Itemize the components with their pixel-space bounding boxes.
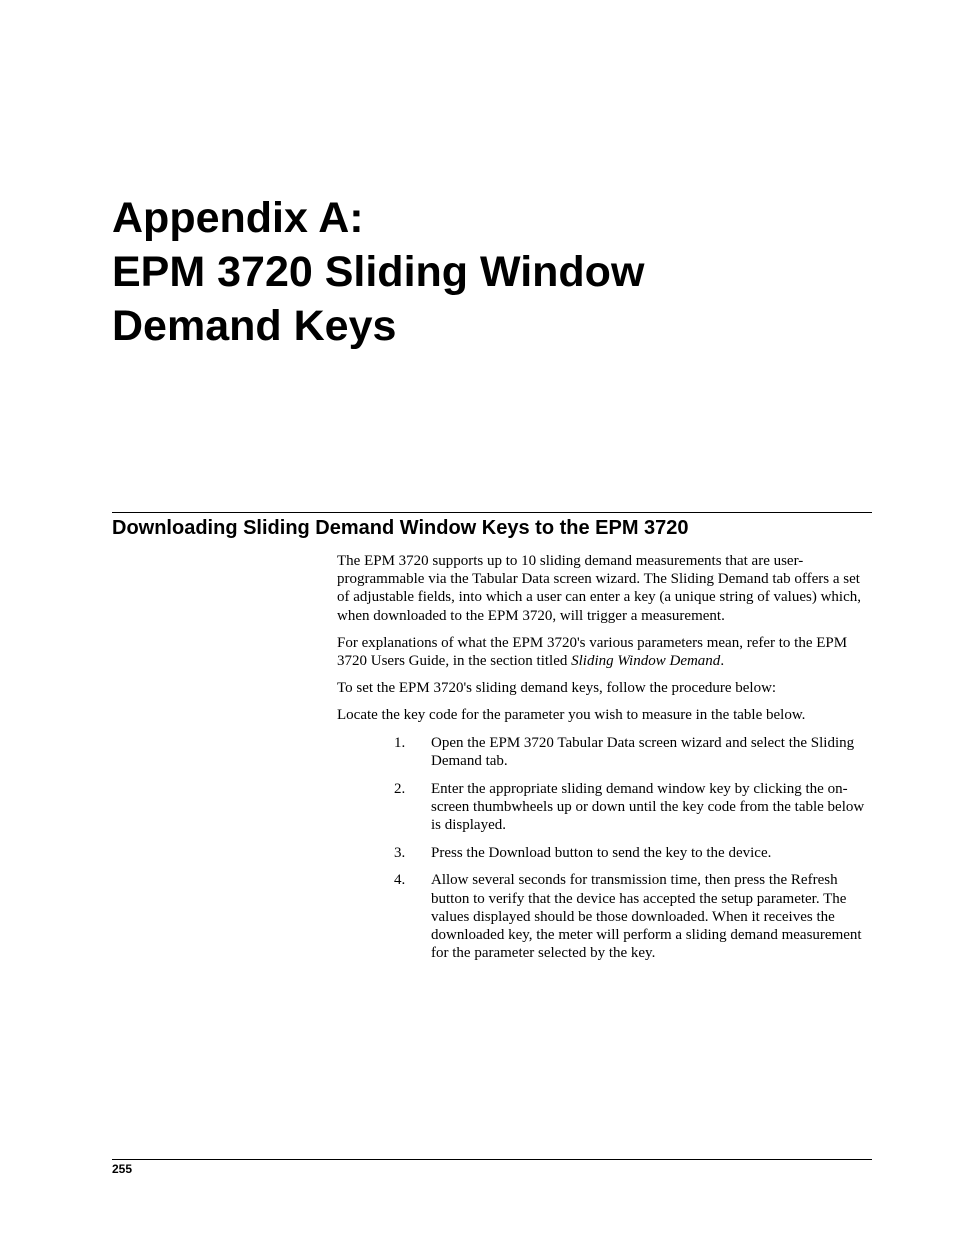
step-number: 1. (394, 734, 406, 751)
step-item (384, 734, 872, 770)
locate-key-paragraph: Locate the key code for the parameter you wish to measure in the table below. (337, 707, 806, 724)
page-number: 255 (112, 1162, 133, 1176)
step-item (384, 871, 872, 962)
step-text: Press the Download button to send the key to the device. (431, 844, 772, 861)
step-number: 4. (394, 872, 406, 889)
step-item (384, 780, 872, 835)
step-number: 3. (394, 844, 406, 861)
step-number: 2. (394, 780, 406, 797)
intro-paragraph: The EPM 3720 supports up to 10 sliding demand measurements that are user-programmable via the Tabular Data screen wizard. The Sliding Demand tab offers a set of adjustable fields, into which a user can enter a key (a unique string of values) which, when downloaded to the EPM 3720, will trigger a measurement. (337, 553, 861, 624)
step-text: Open the EPM 3720 Tabular Data screen wizard and select the Sliding Demand tab. (431, 734, 855, 769)
step-item (384, 844, 872, 862)
section-heading: Downloading Sliding Demand Window Keys to the EPM 3720 (112, 517, 689, 539)
reference-section-title: Sliding Window Demand (571, 653, 721, 670)
chapter-title (112, 191, 872, 353)
step-text: Enter the appropriate sliding demand window key by clicking the on-screen thumbwheels up or down until the key code from the table below is displayed. (431, 780, 865, 833)
section-divider (112, 512, 872, 513)
chapter-title-line-3: Demand Keys (112, 302, 397, 350)
reference-text: For explanations of what the EPM 3720's various parameters mean, refer to the EPM 3720 Users Guide, in the section titled (337, 634, 848, 670)
body-text (337, 552, 872, 972)
footer-divider (112, 1159, 872, 1160)
procedure-steps (337, 734, 872, 963)
chapter-title-line-2: EPM 3720 Sliding Window (112, 248, 645, 296)
procedure-intro: To set the EPM 3720's sliding demand keys, follow the procedure below: (337, 680, 777, 697)
chapter-title-line-1: Appendix A: (112, 194, 364, 242)
reference-paragraph (337, 634, 872, 670)
reference-period: . (720, 653, 725, 670)
step-text: Allow several seconds for transmission time, then press the Refresh button to verify that the device has accepted the setup parameter. The values displayed should be those downloaded. When it receives the downloaded key, the meter will perform a sliding demand measurement for the parameter selected by the key. (431, 872, 862, 962)
